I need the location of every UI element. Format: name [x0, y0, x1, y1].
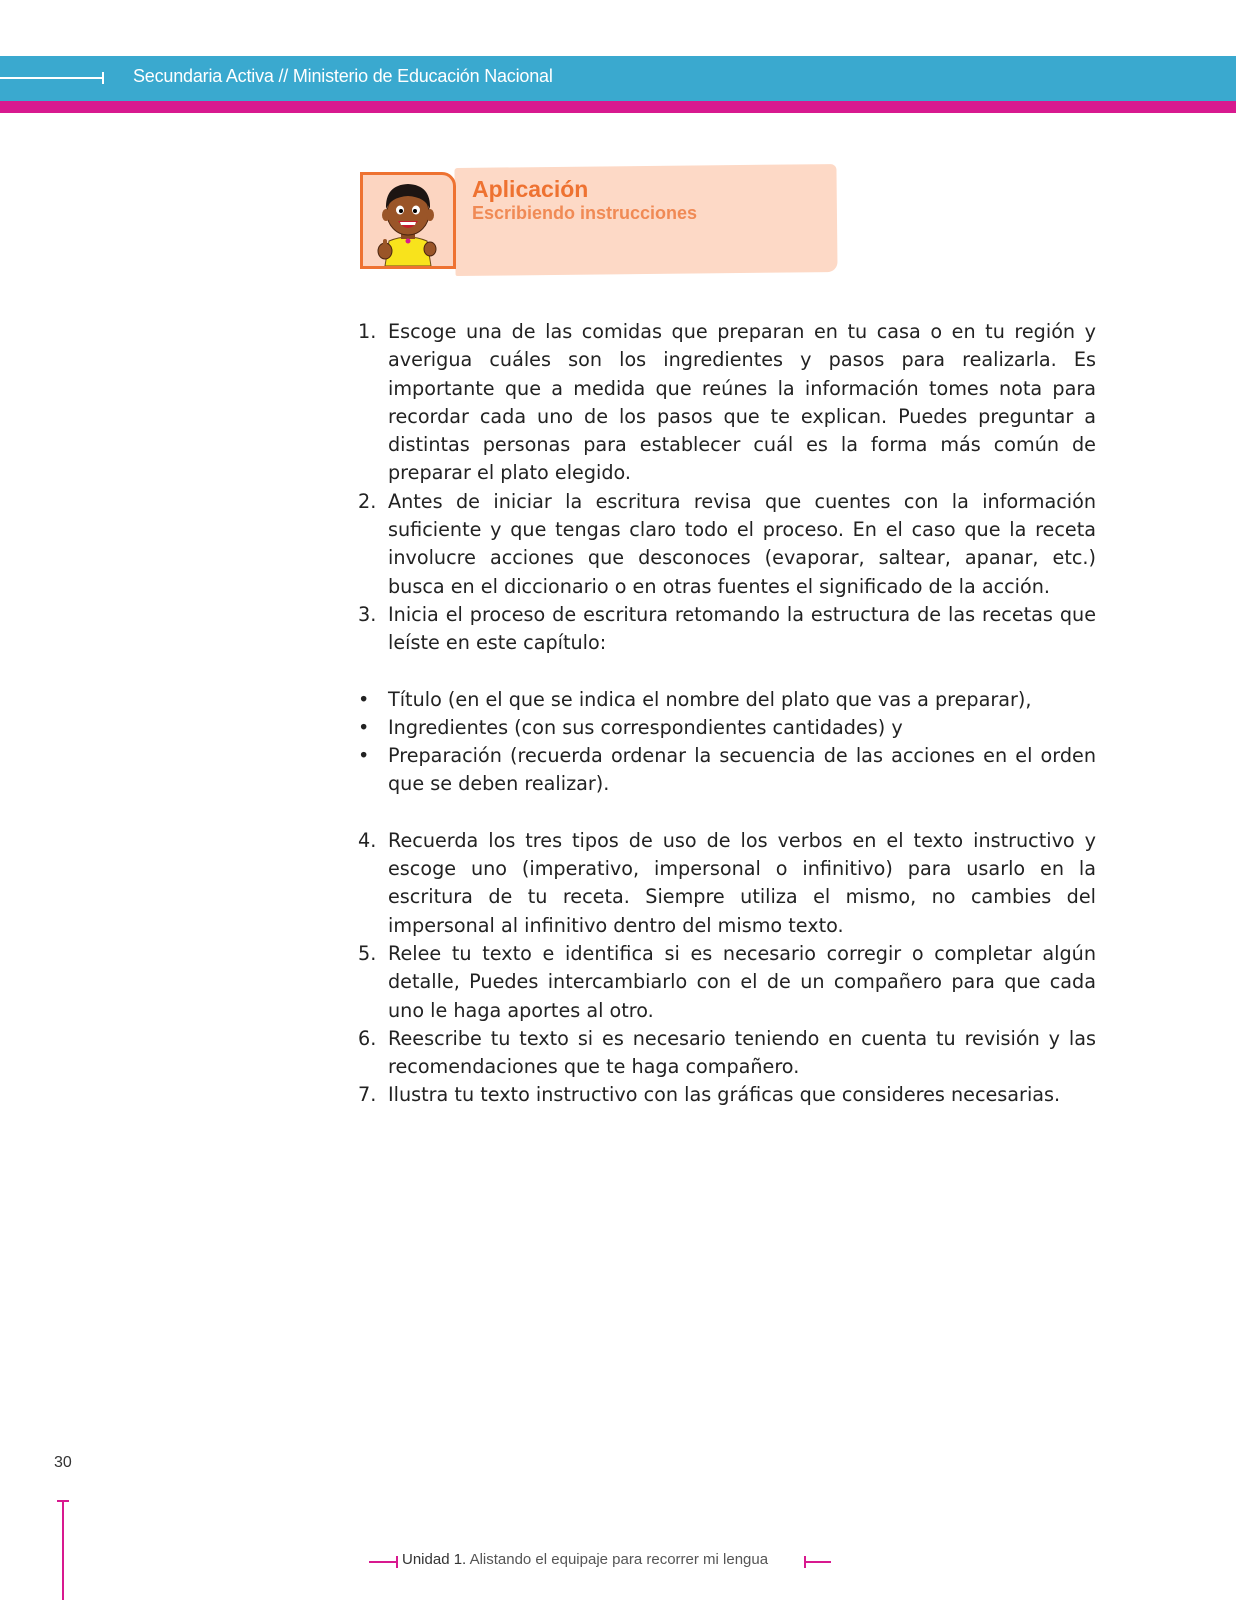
list-item-number: 2. — [358, 489, 377, 513]
header-stripe — [0, 101, 1236, 113]
footer-rule-left-tick — [396, 1556, 398, 1568]
section-title: Aplicación — [472, 176, 589, 202]
list-item — [358, 940, 1096, 1025]
header-rule-tick — [102, 72, 104, 84]
spacer — [358, 799, 1096, 827]
bullet-item — [358, 742, 1096, 799]
header-rule — [0, 77, 104, 79]
list-item-number: 1. — [358, 320, 377, 343]
header-title: Secundaria Activa // Ministerio de Educación Nacional — [133, 66, 553, 86]
student-thumbs-up-icon — [360, 172, 456, 269]
list-item-text: Ilustra tu texto instructivo con las gráficas que consideres necesarias. — [388, 1083, 1061, 1107]
list-item-text: Reescribe tu texto si es necesario teniendo en cuenta tu revisión y las recomendaciones que te haga compañero. — [388, 1026, 1096, 1079]
page-number: 30 — [54, 1454, 72, 1471]
bullet-item-text: Ingredientes (con sus correspondientes cantidades) y — [388, 715, 903, 739]
bullet-item-text: Preparación (recuerda ordenar la secuencia de las acciones en el orden que se deben realizar). — [388, 744, 1096, 796]
list-item-text: Inicia el proceso de escritura retomando la estructura de las recetas que leíste en este capítulo: — [388, 602, 1096, 655]
footer-rule-left — [369, 1561, 397, 1563]
list-item — [358, 1025, 1096, 1082]
list-item-number: 4. — [358, 828, 377, 852]
list-item-text: Escoge una de las comidas que preparan en tu casa o en tu región y averigua cuáles son los ingredientes y pasos para realizarla. Es importante que a medida que reúnes la información tomes nota para recordar cada uno de los pasos que te explican. Puedes preguntar a distintas personas para establecer cuál es la forma más común de preparar el plato elegido. — [388, 320, 1096, 485]
bullet-icon: • — [358, 687, 370, 711]
bullet-item — [358, 714, 1096, 742]
footer-margin-rule — [62, 1500, 64, 1600]
footer-unit — [402, 1551, 768, 1568]
list-item-number: 6. — [358, 1026, 377, 1050]
list-item-text: Antes de iniciar la escritura revisa que cuentes con la información suficiente y que tengas claro todo el proceso. En el caso que la receta involucre acciones que desconoces (evaporar, saltear, apanar, etc.) busca en el diccionario o en otras fuentes el significado de la acción. — [388, 489, 1096, 598]
bullet-icon: • — [358, 715, 370, 739]
list-item — [358, 318, 1096, 488]
bullet-item — [358, 686, 1096, 714]
footer-unit-title: Alistando el equipaje para recorrer mi lengua — [469, 1551, 769, 1568]
spacer — [358, 658, 1096, 686]
section-subtitle: Escribiendo instrucciones — [472, 203, 698, 223]
footer-rule-right — [805, 1561, 831, 1563]
list-item-number: 5. — [358, 941, 377, 965]
list-item — [358, 827, 1096, 940]
bullet-icon: • — [358, 744, 370, 768]
footer-unit-label: Unidad 1. — [402, 1551, 467, 1568]
list-item — [358, 1081, 1096, 1109]
list-item — [358, 488, 1096, 601]
list-item-number: 3. — [358, 602, 377, 626]
list-item — [358, 601, 1096, 658]
list-item-text: Recuerda los tres tipos de uso de los verbos en el texto instructivo y escoge uno (imperativo, impersonal o infinitivo) para usarlo en la escritura de tu receta. Siempre utiliza el mismo, no cambies del impersonal al infinitivo dentro del mismo texto. — [388, 828, 1096, 937]
instructions-body — [358, 318, 1096, 1110]
list-item-text: Relee tu texto e identifica si es necesario corregir o completar algún detalle, Puedes intercambiarlo con el de un compañero para que cada uno le haga aportes al otro. — [388, 941, 1096, 1022]
list-item-number: 7. — [358, 1083, 377, 1107]
bullet-item-text: Título (en el que se indica el nombre del plato que vas a preparar), — [388, 687, 1032, 711]
